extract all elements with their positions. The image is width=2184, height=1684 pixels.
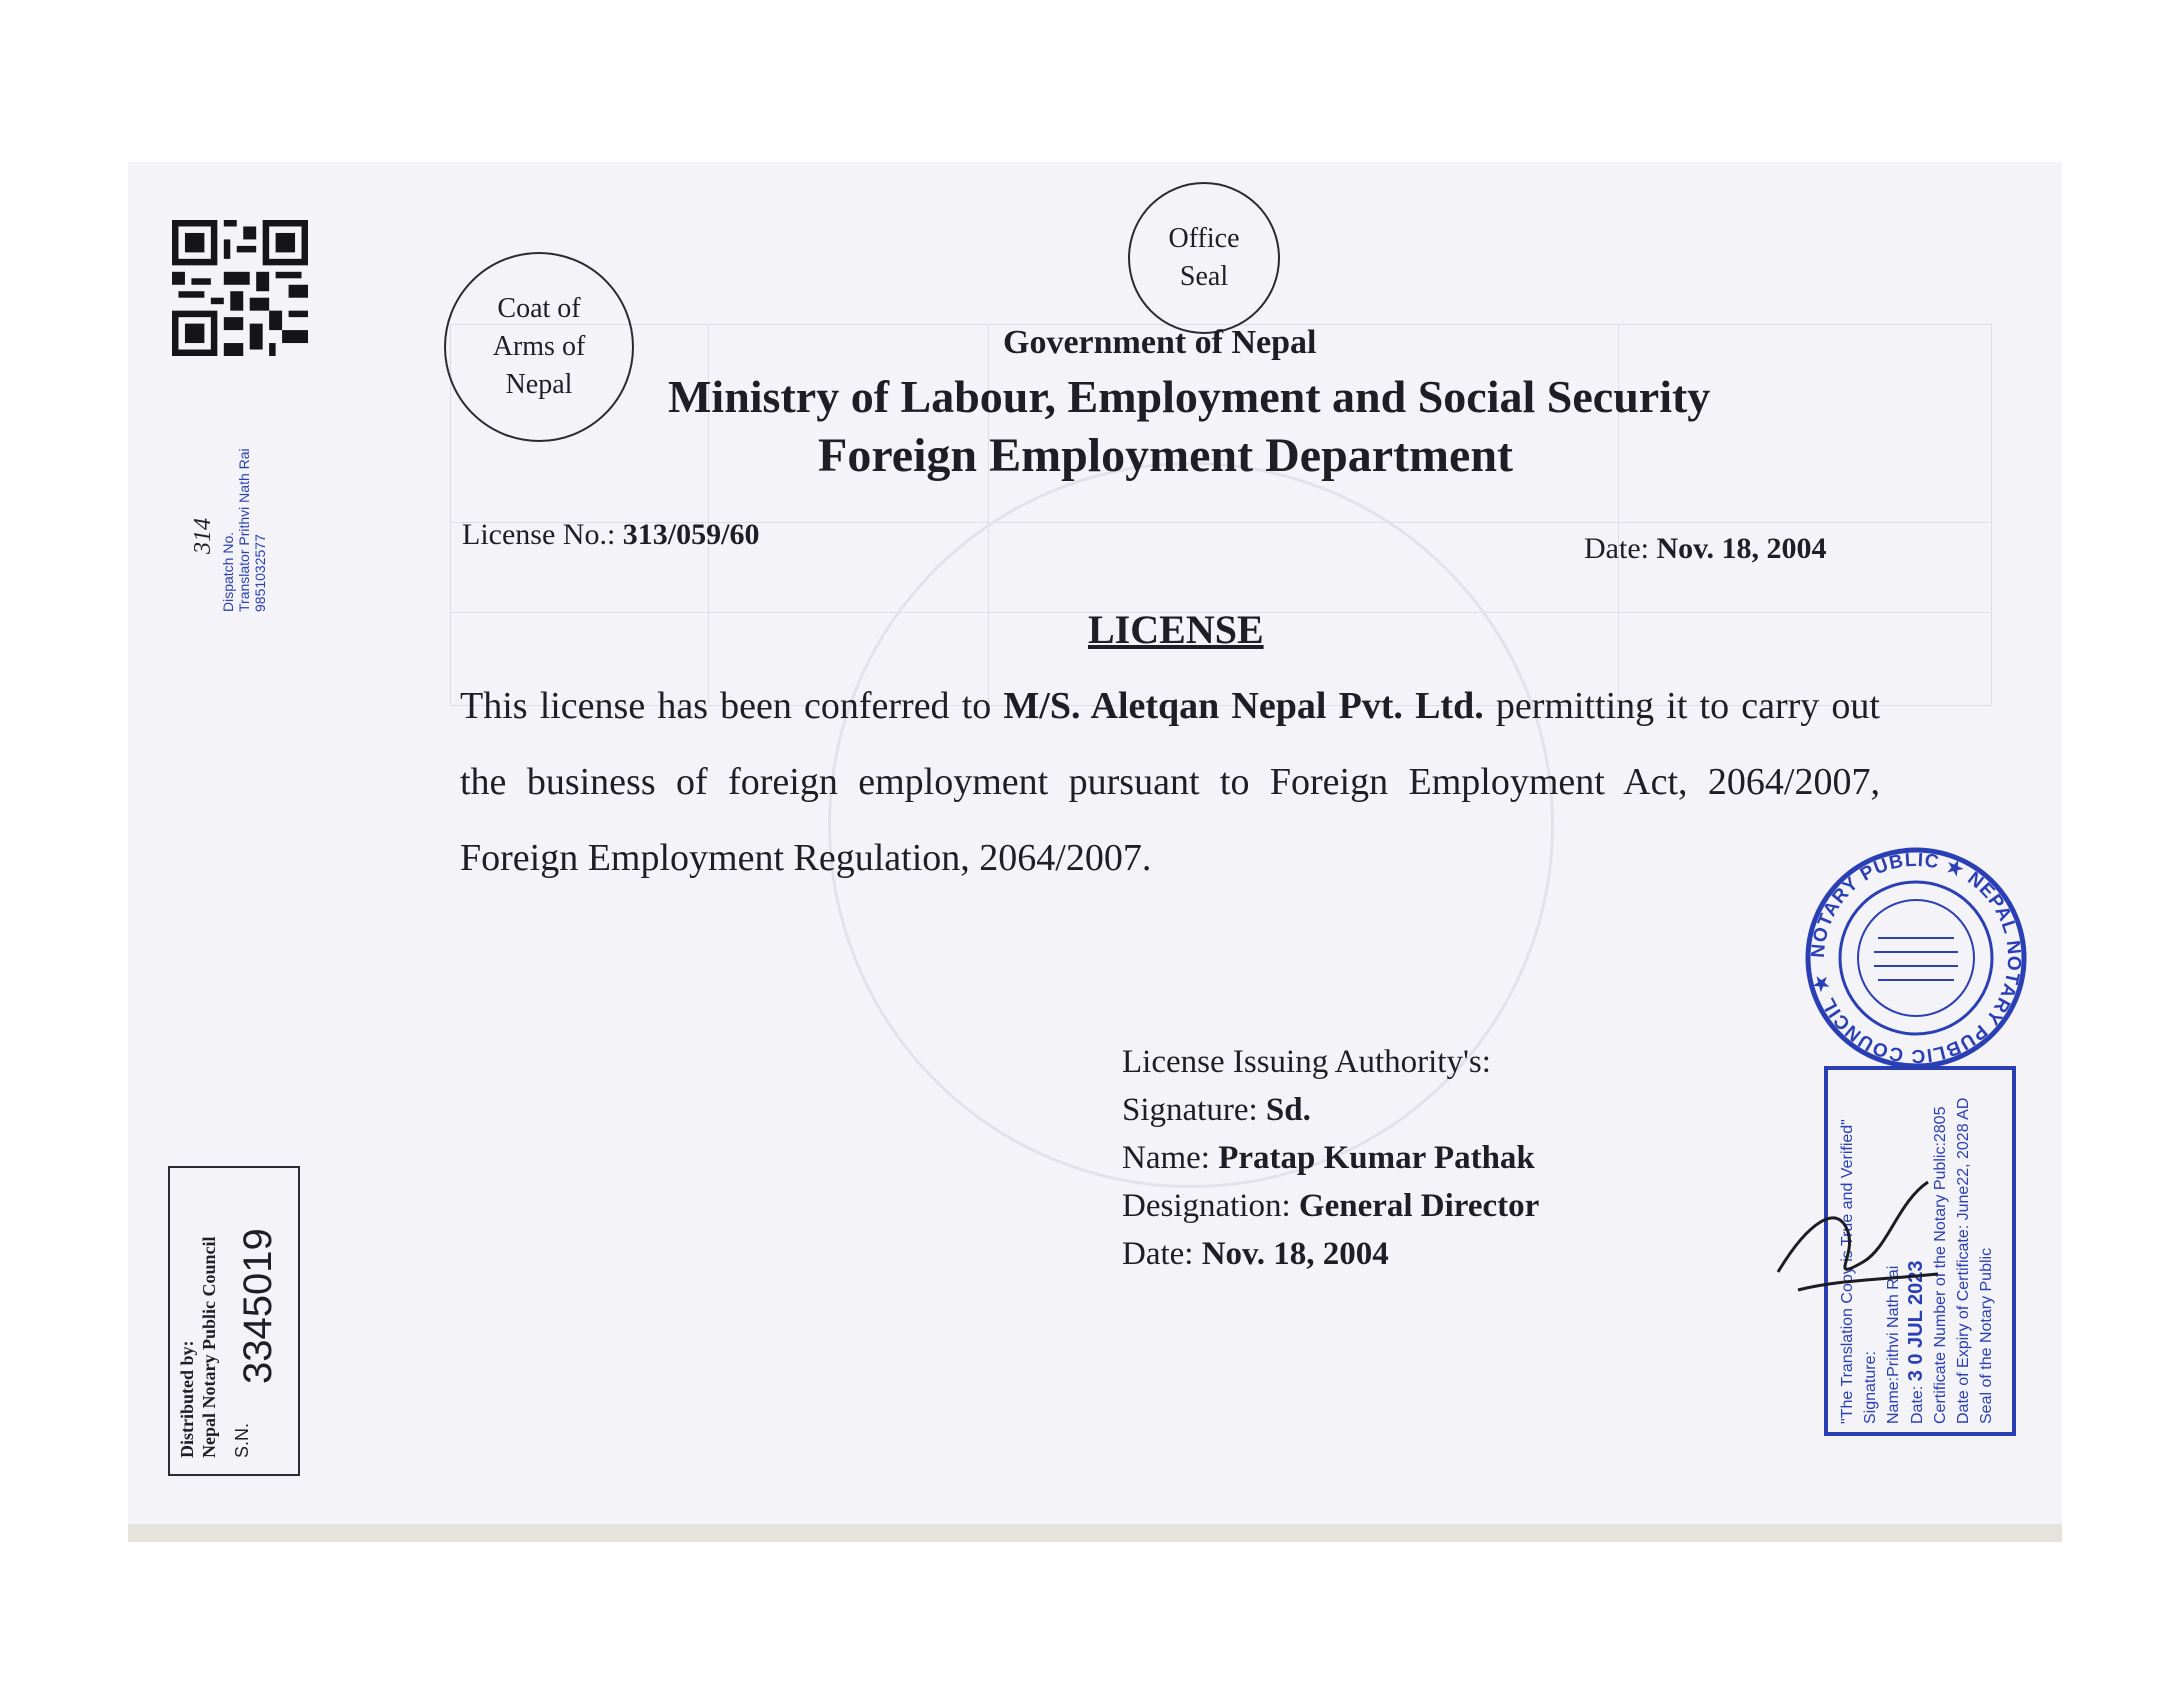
- distribution-box: [168, 1166, 300, 1476]
- license-number-label: License No.:: [462, 518, 616, 551]
- serial-number: 3345019: [236, 1228, 280, 1384]
- license-body: [460, 668, 1880, 896]
- license-number: [462, 518, 759, 552]
- dispatch-line: 9851032577: [252, 534, 268, 612]
- ministry-heading: Ministry of Labour, Employment and Social Security: [668, 371, 1711, 422]
- issue-date-label: Date:: [1584, 532, 1649, 565]
- notary-line: Date of Expiry of Certificate: June22, 2028 AD: [1955, 1097, 1972, 1424]
- body-text: permitting it to carry out the business of foreign employment pursuant to Foreign Employment Act, 2064/2007, Foreign Employment Regulation, 2064/2007.: [460, 685, 1880, 879]
- license-title: LICENSE: [1088, 607, 1264, 652]
- dispatch-handwritten-number: 314: [190, 518, 216, 554]
- authority-name: Name: Pratap Kumar Pathak: [1122, 1140, 1535, 1176]
- distribution-text: Distributed by: Nepal Notary Public Council: [177, 1236, 219, 1458]
- serial-label: S.N.: [232, 1422, 252, 1458]
- seal-text: Office: [1168, 223, 1240, 254]
- authority-date: Date: Nov. 18, 2004: [1122, 1236, 1389, 1272]
- qr-code-icon: [172, 220, 308, 356]
- dispatch-line: Translator Prithvi Nath Rai: [236, 448, 252, 612]
- dispatch-stamp: [220, 448, 268, 612]
- notary-line: Name:Prithvi Nath Rai: [1885, 1265, 1902, 1424]
- notary-signature-icon: [1768, 1162, 1948, 1312]
- office-seal: [1128, 182, 1280, 334]
- authority-designation: Designation: General Director: [1122, 1188, 1540, 1224]
- dispatch-line: Dispatch No.: [220, 531, 236, 612]
- notary-public-seal-icon: [1804, 846, 2028, 1070]
- notary-date-stamp: 3 0 JUL 2023: [1905, 1260, 1927, 1382]
- seal-text: Coat of: [497, 293, 581, 324]
- issue-date: [1584, 532, 1826, 566]
- license-number-value: 313/059/60: [622, 518, 760, 551]
- issue-date-value: Nov. 18, 2004: [1656, 532, 1827, 565]
- issuing-authority-block: [1122, 1038, 1539, 1278]
- authority-signature: Signature: Sd.: [1122, 1092, 1311, 1128]
- coat-of-arms-seal: [444, 252, 634, 442]
- seal-text: Seal: [1179, 261, 1229, 292]
- department-heading: Foreign Employment Department: [818, 429, 1514, 482]
- notary-line: Certificate Number of the Notary Public:2805: [1932, 1106, 1949, 1424]
- seal-text: Arms of: [492, 331, 586, 362]
- notary-line: Date: 3 0 JUL 2023: [1905, 1260, 1927, 1424]
- body-text: This license has been conferred to: [460, 685, 1004, 727]
- notary-line: Signature:: [1862, 1351, 1879, 1424]
- company-name: M/S. Aletqan Nepal Pvt. Ltd.: [1003, 685, 1484, 727]
- seal-text: Nepal: [505, 369, 573, 400]
- notary-line: "The Translation Copy is True and Verified": [1839, 1119, 1856, 1424]
- license-document: [128, 162, 2062, 1542]
- government-heading: Government of Nepal: [1003, 324, 1317, 361]
- authority-heading: License Issuing Authority's:: [1122, 1044, 1491, 1080]
- notary-line: Seal of the Notary Public: [1978, 1247, 1995, 1424]
- svg-text:NOTARY PUBLIC ★ NEPAL NOTARY P: NOTARY PUBLIC ★ NEPAL NOTARY PUBLIC COUNCIL ★: [1807, 849, 2025, 1067]
